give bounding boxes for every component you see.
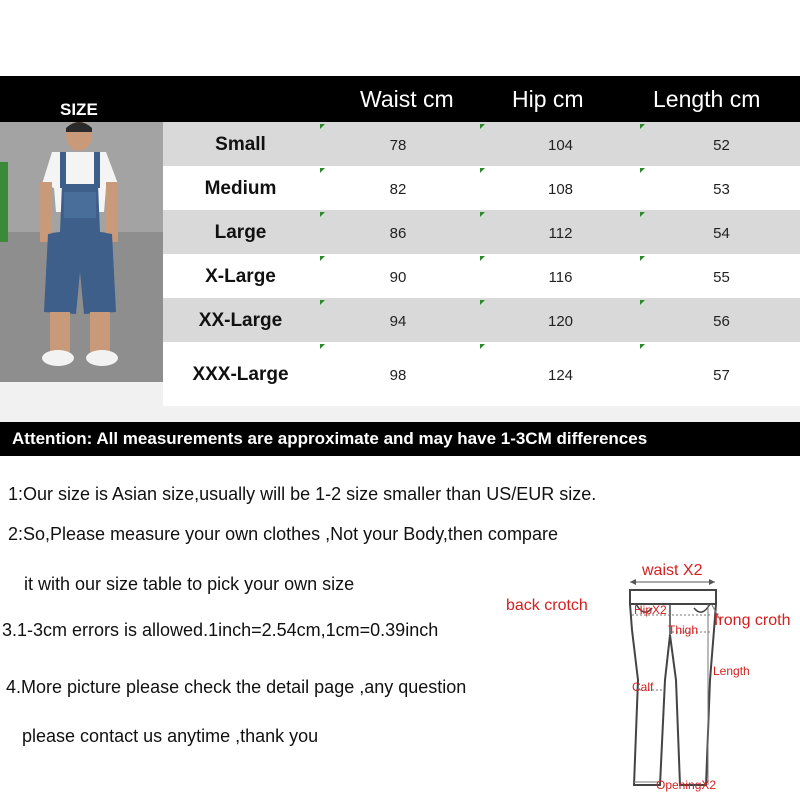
model-photo	[0, 122, 163, 382]
length-value: 57	[713, 367, 730, 384]
size-label: XXX-Large	[192, 364, 289, 385]
column-header-waist: Waist cm	[360, 86, 454, 112]
waist-value: 90	[389, 269, 407, 286]
hip-value: 116	[548, 269, 573, 286]
label-calf: Calf	[632, 680, 654, 694]
table-row	[163, 210, 800, 254]
photo-base-strip	[0, 382, 163, 422]
note-1: 1:Our size is Asian size,usually will be 1-2 size smaller than US/EUR size.	[8, 484, 597, 504]
note-3: 3.1-3cm errors is allowed.1inch=2.54cm,1cm=0.39inch	[2, 620, 439, 640]
note-4: 4.More picture please check the detail page ,any question	[6, 677, 467, 697]
label-waist: waist X2	[642, 562, 703, 579]
label-hip: HipX2	[634, 603, 667, 617]
length-value: 54	[713, 225, 730, 242]
size-label: Small	[215, 134, 266, 155]
table-row	[163, 342, 800, 406]
table-row	[163, 254, 800, 298]
size-label: Medium	[204, 178, 277, 199]
waist-value: 78	[389, 137, 407, 154]
note-2-continued: it with our size table to pick your own size	[24, 574, 355, 594]
attention-banner: Attention: All measurements are approximate and may have 1-3CM differences	[0, 422, 800, 456]
hip-value: 124	[547, 367, 574, 384]
label-thigh: Thigh	[668, 623, 699, 637]
size-label: X-Large	[205, 266, 276, 287]
table-row	[163, 166, 800, 210]
table-spacer	[163, 406, 800, 422]
waist-value: 82	[389, 181, 407, 198]
label-back-crotch: back crotch	[506, 597, 588, 614]
note-2: 2:So,Please measure your own clothes ,Not your Body,then compare	[8, 524, 558, 544]
column-header-hip: Hip cm	[512, 86, 584, 112]
size-label: XX-Large	[198, 310, 283, 331]
waist-value: 98	[389, 367, 407, 384]
hip-value: 120	[547, 313, 574, 330]
note-4-continued: please contact us anytime ,thank you	[22, 726, 319, 746]
table-row	[163, 298, 800, 342]
waist-value: 94	[389, 313, 407, 330]
length-value: 53	[713, 181, 730, 198]
length-value: 52	[713, 137, 730, 154]
pants-diagram	[600, 560, 800, 800]
length-value: 55	[713, 269, 730, 286]
length-value: 56	[713, 313, 730, 330]
hip-value: 104	[547, 137, 574, 154]
label-front-crotch: frong croth	[714, 612, 791, 629]
hip-value: 108	[547, 181, 574, 198]
hip-value: 112	[548, 225, 573, 242]
label-length: Length	[713, 664, 750, 678]
size-label: Large	[214, 222, 267, 243]
size-title: SIZE	[60, 100, 98, 119]
table-row	[163, 122, 800, 166]
label-opening: OpeningX2	[656, 778, 717, 792]
waist-value: 86	[389, 225, 407, 242]
column-header-length: Length cm	[653, 86, 761, 112]
